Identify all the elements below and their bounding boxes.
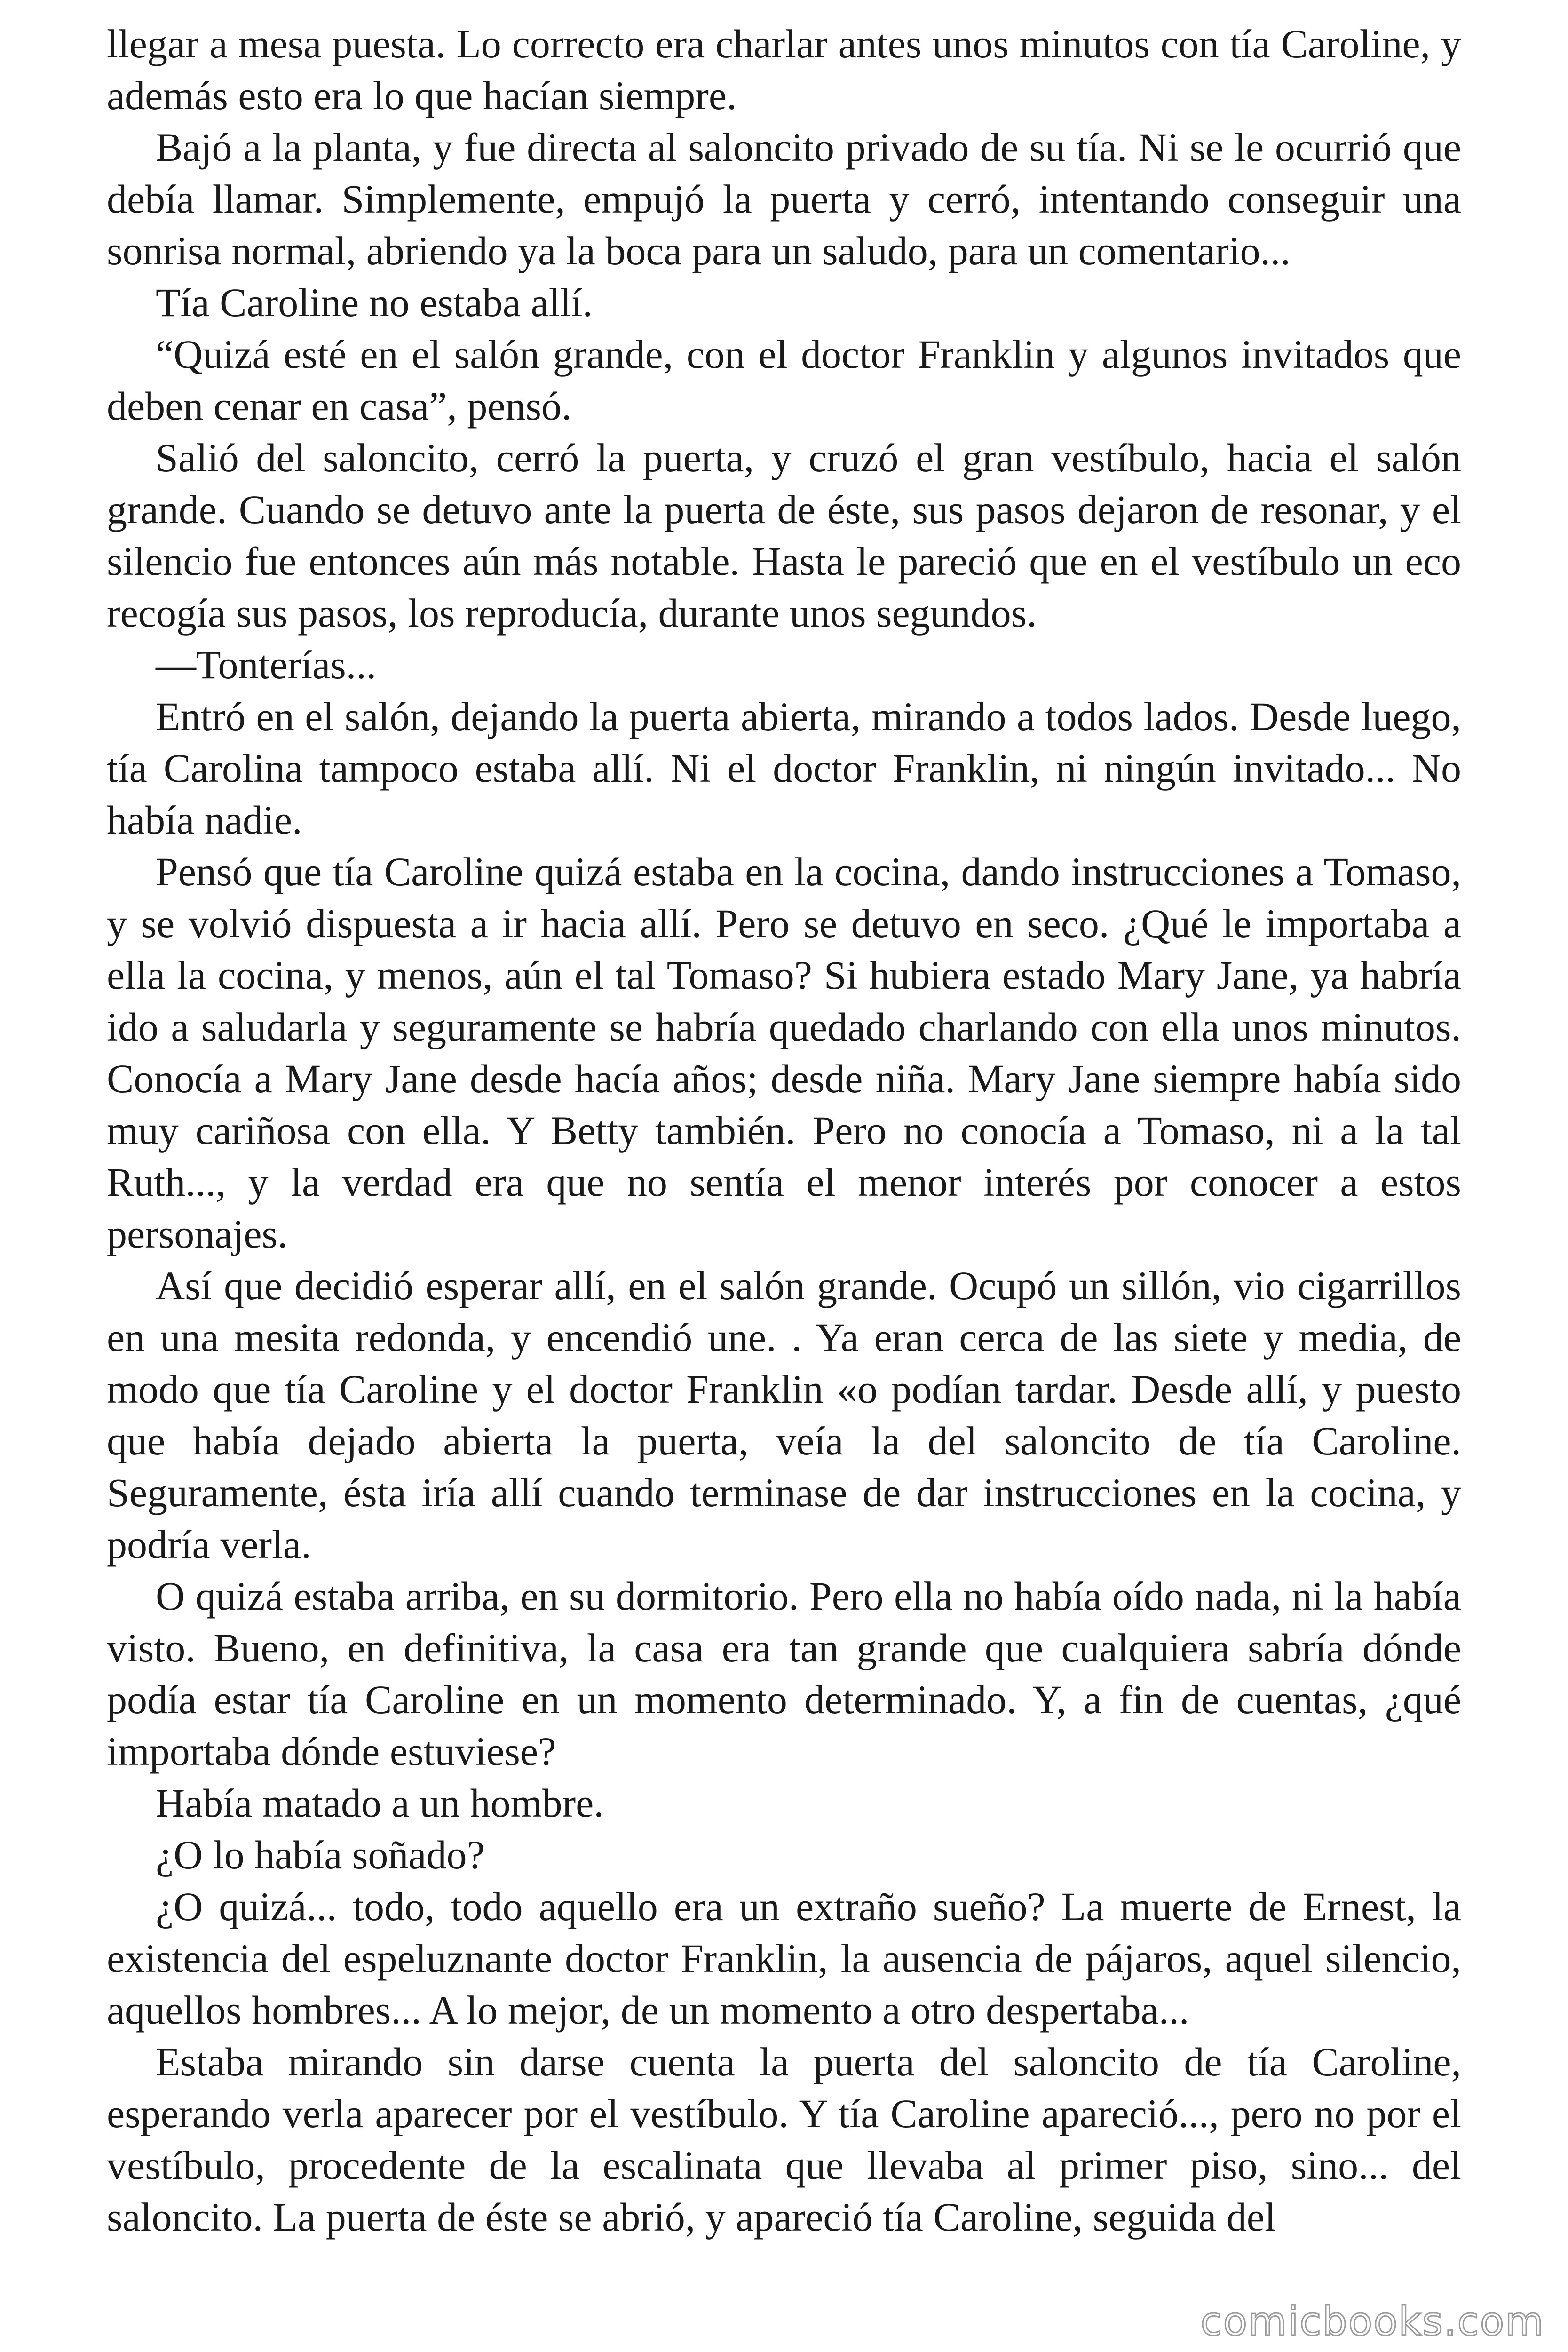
paragraph: —Tonterías... <box>156 642 377 687</box>
paragraph: Así que decidió esperar allí, en el salón grande. Ocupó un sillón, vio cigarrillos en una mesita redonda, y encendió une. . Ya eran cerca de las siete y media, de modo que tía Caroline y el doctor Franklin «o podían tardar. Desde allí, y puesto que había dejado abierta la puerta, veía la del saloncito de tía Caroline. Seguramente, ésta iría allí cuando terminase de dar instrucciones en la cocina, y podría verla. <box>107 1263 1461 1567</box>
paragraph: O quizá estaba arriba, en su dormitorio. Pero ella no había oído nada, ni la había visto. Bueno, en definitiva, la casa era tan grande que cualquiera sabría dónde podía estar tía Caroline en un momento determinado. Y, a fin de cuentas, ¿qué importaba dónde estuviese? <box>107 1573 1461 1774</box>
paragraph: Había matado a un hombre. <box>156 1780 604 1826</box>
watermark: comicbooks.com <box>1200 2298 1544 2344</box>
paragraph: Bajó a la planta, y fue directa al saloncito privado de su tía. Ni se le ocurrió que debía llamar. Simplemente, empujó la puerta y cerró, intentando conseguir una sonrisa normal, abriendo ya la boca para un saludo, para un comentario... <box>107 125 1461 273</box>
paragraph: “Quizá esté en el salón grande, con el doctor Franklin y algunos invitados que deben cenar en casa”, pensó. <box>107 332 1461 429</box>
paragraph: ¿O quizá... todo, todo aquello era un extraño sueño? La muerte de Ernest, la existencia del espeluznante doctor Franklin, la ausencia de pájaros, aquel silencio, aquellos hombres... A lo mejor, de un momento a otro despertaba... <box>107 1884 1461 2033</box>
paragraph: Salió del saloncito, cerró la puerta, y cruzó el gran vestíbulo, hacia el salón grande. Cuando se detuvo ante la puerta de éste, sus pasos dejaron de resonar, y el silencio fue entonces aún más notable. Hasta le pareció que en el vestíbulo un eco recogía sus pasos, los reproducía, durante unos segundos. <box>107 435 1461 636</box>
paragraph: Estaba mirando sin darse cuenta la puerta del saloncito de tía Caroline, esperando verla aparecer por el vestíbulo. Y tía Caroline apareció..., pero no por el vestíbulo, procedente de la escalinata que llevaba al primer piso, sino... del saloncito. La puerta de éste se abrió, y apareció tía Caroline, seguida del <box>107 2039 1461 2240</box>
paragraph: Entró en el salón, dejando la puerta abierta, mirando a todos lados. Desde luego, tía Carolina tampoco estaba allí. Ni el doctor Franklin, ni ningún invitado... No había nadie. <box>107 694 1461 842</box>
book-page-text <box>107 18 1461 2243</box>
paragraph: ¿O lo había soñado? <box>156 1832 485 1877</box>
paragraph: Pensó que tía Caroline quizá estaba en la cocina, dando instrucciones a Tomaso, y se volvió dispuesta a ir hacia allí. Pero se detuvo en seco. ¿Qué le importaba a ella la cocina, y menos, aún el tal Tomaso? Si hubiera estado Mary Jane, ya habría ido a saludarla y seguramente se habría quedado charlando con ella unos minutos. Conocía a Mary Jane desde hacía años; desde niña. Mary Jane siempre había sido muy cariñosa con ella. Y Betty también. Pero no conocía a Tomaso, ni a la tal Ruth..., y la verdad era que no sentía el menor interés por conocer a estos personajes. <box>107 849 1461 1256</box>
paragraph-continued: llegar a mesa puesta. Lo correcto era charlar antes unos minutos con tía Caroline, y además esto era lo que hacían siempre. <box>107 21 1461 118</box>
paragraph: Tía Caroline no estaba allí. <box>156 280 593 325</box>
